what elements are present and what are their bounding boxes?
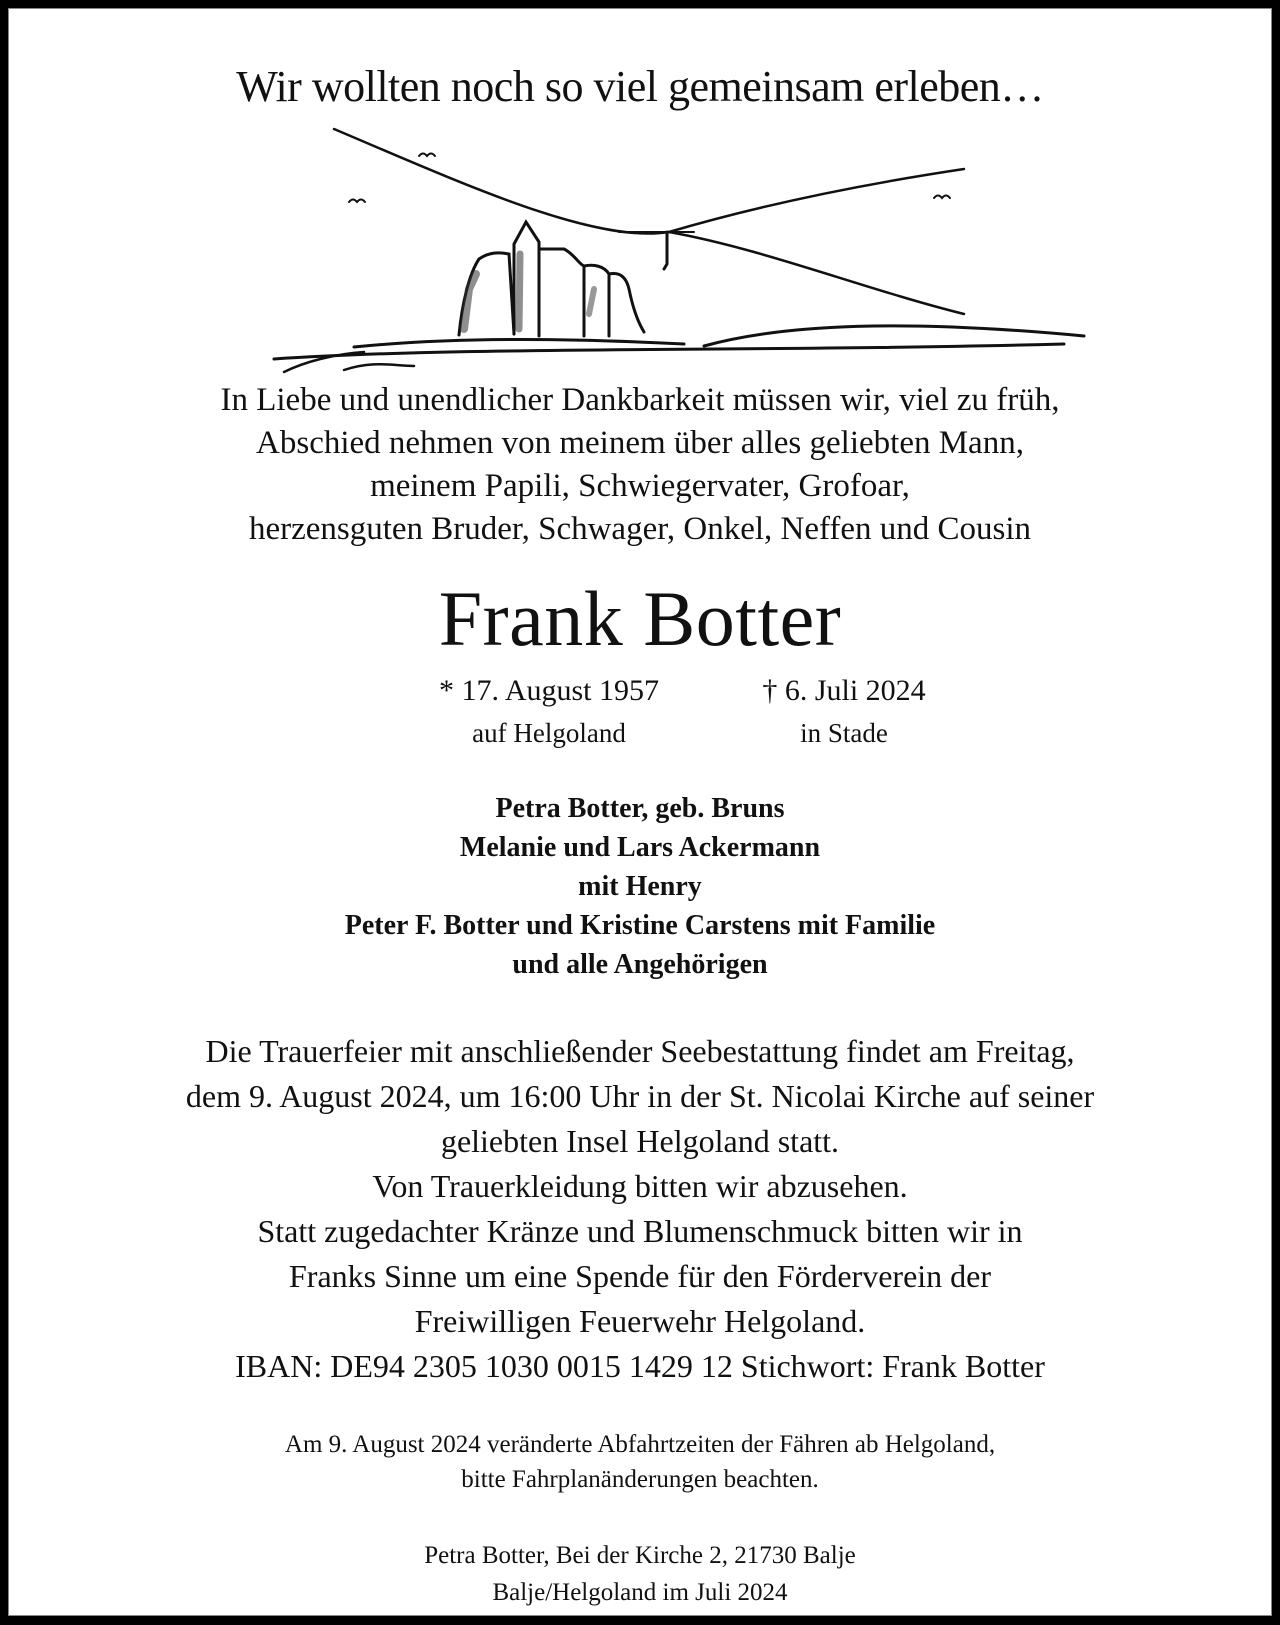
birth-info [409,674,689,749]
obituary-notice [9,9,1271,1615]
service-details [9,1029,1271,1389]
sender-line: Balje/Helgoland im Juli 2024 [492,1579,788,1606]
intro-line: herzensguten Bruder, Schwager, Onkel, Neffen und Cousin [248,511,1032,547]
service-line: geliebten Insel Helgoland statt. [440,1123,840,1159]
mourner-line: Melanie und Lars Ackermann [459,832,821,863]
iban-line: IBAN: DE94 2305 1030 0015 1429 12 Stichwort: Frank Botter [235,1348,1045,1384]
life-dates [9,674,1271,764]
helgoland-lighthouse-sketch-icon [264,114,1094,374]
intro-paragraph [9,379,1271,551]
service-line: Statt zugedachter Kränze und Blumenschmuck bitten wir in [257,1213,1023,1249]
birth-date: * 17. August 1957 [438,674,660,707]
sender-address [9,1537,1271,1611]
ferry-line: bitte Fahrplanänderungen beachten. [461,1466,819,1493]
death-date: † 6. Juli 2024 [762,674,926,707]
intro-line: Abschied nehmen von meinem über alles geliebten Mann, [256,425,1024,461]
intro-line: In Liebe und unendlicher Dankbarkeit müssen wir, viel zu früh, [220,382,1060,418]
sender-line: Petra Botter, Bei der Kirche 2, 21730 Balje [424,1542,856,1569]
ferry-line: Am 9. August 2024 veränderte Abfahrtzeiten der Fähren ab Helgoland, [284,1431,996,1458]
service-line: Freiwilligen Feuerwehr Helgoland. [414,1303,866,1339]
deceased-name: Frank Botter [438,575,842,662]
birth-place: auf Helgoland [472,718,626,748]
ferry-notice [9,1427,1271,1497]
death-info [734,674,954,749]
mourner-line: und alle Angehörigen [512,949,768,980]
obituary-frame [8,8,1272,1616]
mourner-line: Petra Botter, geb. Bruns [495,793,785,824]
service-line: Von Trauerkleidung bitten wir abzusehen. [372,1168,908,1204]
intro-line: meinem Papili, Schwiegervater, Grofoar, [370,468,910,504]
mourner-line: Peter F. Botter und Kristine Carstens mit Familie [344,910,936,941]
service-line: Franks Sinne um eine Spende für den Förderverein der [288,1258,992,1294]
motto-heading: Wir wollten noch so viel gemeinsam erleben… [236,62,1044,111]
mourners-list [9,789,1271,984]
death-place: in Stade [800,718,888,748]
mourner-line: mit Henry [578,871,702,902]
service-line: Die Trauerfeier mit anschließender Seebestattung findet am Freitag, [205,1033,1075,1069]
service-line: dem 9. August 2024, um 16:00 Uhr in der St. Nicolai Kirche auf seiner [185,1078,1095,1114]
